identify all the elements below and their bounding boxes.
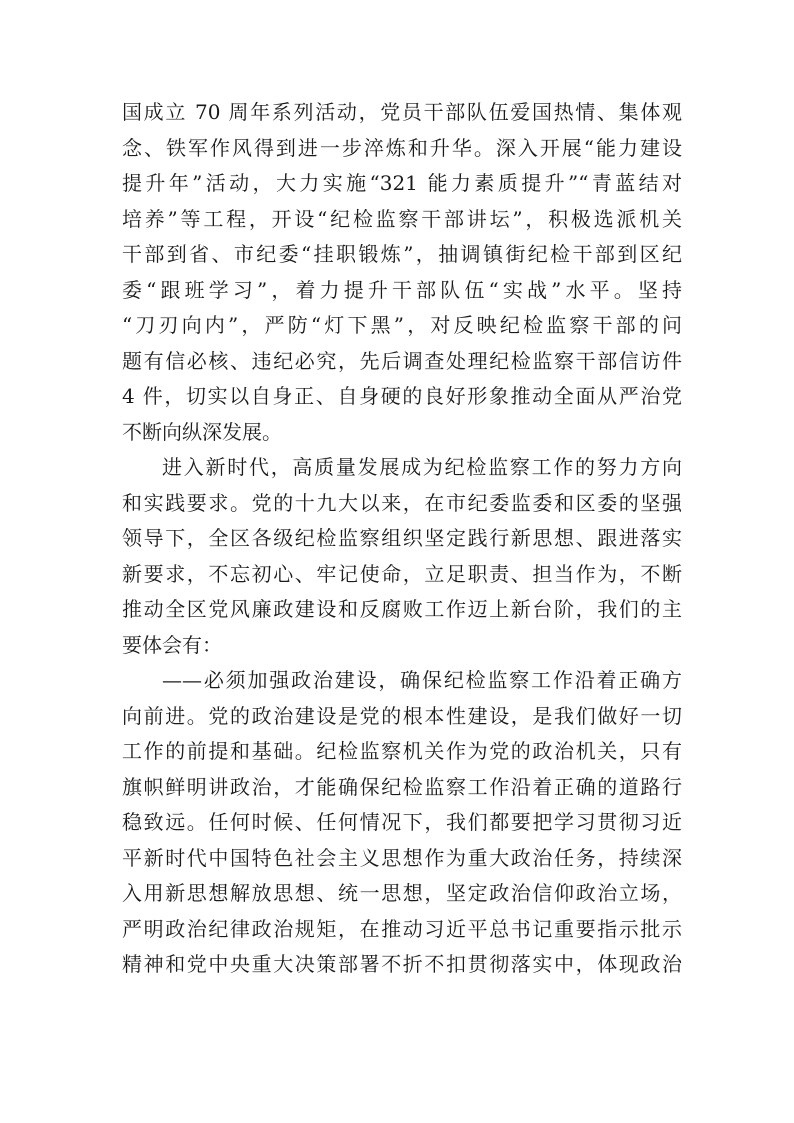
text-line: 念、铁军作风得到进一步淬炼和升华。深入开展“能力建设 — [122, 135, 682, 160]
text-line: ——必须加强政治建设，确保纪检监察工作沿着正确方 — [162, 668, 682, 692]
text-line: 推动全区党风廉政建设和反腐败工作迈上新台阶，我们的主 — [122, 597, 682, 621]
text-line: 提升年”活动，大力实施“321 能力素质提升”“青蓝结对 — [122, 171, 682, 195]
text-line: 委“跟班学习”，着力提升干部队伍“实战”水平。坚持 — [122, 277, 682, 302]
text-line: 题有信必核、违纪必究，先后调查处理纪检监察干部信访件 — [122, 348, 682, 373]
text-line: 和实践要求。党的十九大以来，在市纪委监委和区委的坚强 — [122, 490, 682, 515]
document-body — [122, 95, 682, 983]
text-line: 进入新时代，高质量发展成为纪检监察工作的努力方向 — [162, 455, 682, 479]
text-line: 4 件，切实以自身正、自身硬的良好形象推动全面从严治党 — [122, 384, 682, 408]
text-line: 向前进。党的政治建设是党的根本性建设，是我们做好一切 — [122, 703, 682, 728]
text-line: 要体会有： — [122, 632, 222, 657]
text-line: 领导下，全区各级纪检监察组织坚定践行新思想、跟进落实 — [122, 526, 682, 550]
paragraph-3 — [122, 663, 682, 983]
text-line: 新要求，不忘初心、牢记使命，立足职责、担当作为，不断 — [122, 561, 682, 586]
text-line: 平新时代中国特色社会主义思想作为重大政治任务，持续深 — [122, 845, 682, 870]
text-line: 稳致远。任何时候、任何情况下，我们都要把学习贯彻习近 — [122, 810, 682, 834]
text-line: 入用新思想解放思想、统一思想，坚定政治信仰政治立场， — [122, 881, 682, 905]
paragraph-1 — [122, 95, 682, 450]
text-line: “刀刃向内”，严防“灯下黑”，对反映纪检监察干部的问 — [122, 313, 682, 337]
text-line: 国成立 70 周年系列活动，党员干部队伍爱国热情、集体观 — [122, 100, 682, 124]
text-line: 工作的前提和基础。纪检监察机关作为党的政治机关，只有 — [122, 739, 682, 763]
text-line: 不断向纵深发展。 — [122, 419, 282, 444]
text-line: 培养”等工程，开设“纪检监察干部讲坛”，积极选派机关 — [122, 206, 682, 231]
text-line: 严明政治纪律政治规矩，在推动习近平总书记重要指示批示 — [122, 916, 682, 941]
text-line: 干部到省、市纪委“挂职锻炼”，抽调镇街纪检干部到区纪 — [122, 242, 682, 266]
paragraph-2 — [122, 450, 682, 663]
text-line: 精神和党中央重大决策部署不折不扣贯彻落实中，体现政治 — [122, 952, 682, 976]
text-line: 旗帜鲜明讲政治，才能确保纪检监察工作沿着正确的道路行 — [122, 774, 682, 799]
